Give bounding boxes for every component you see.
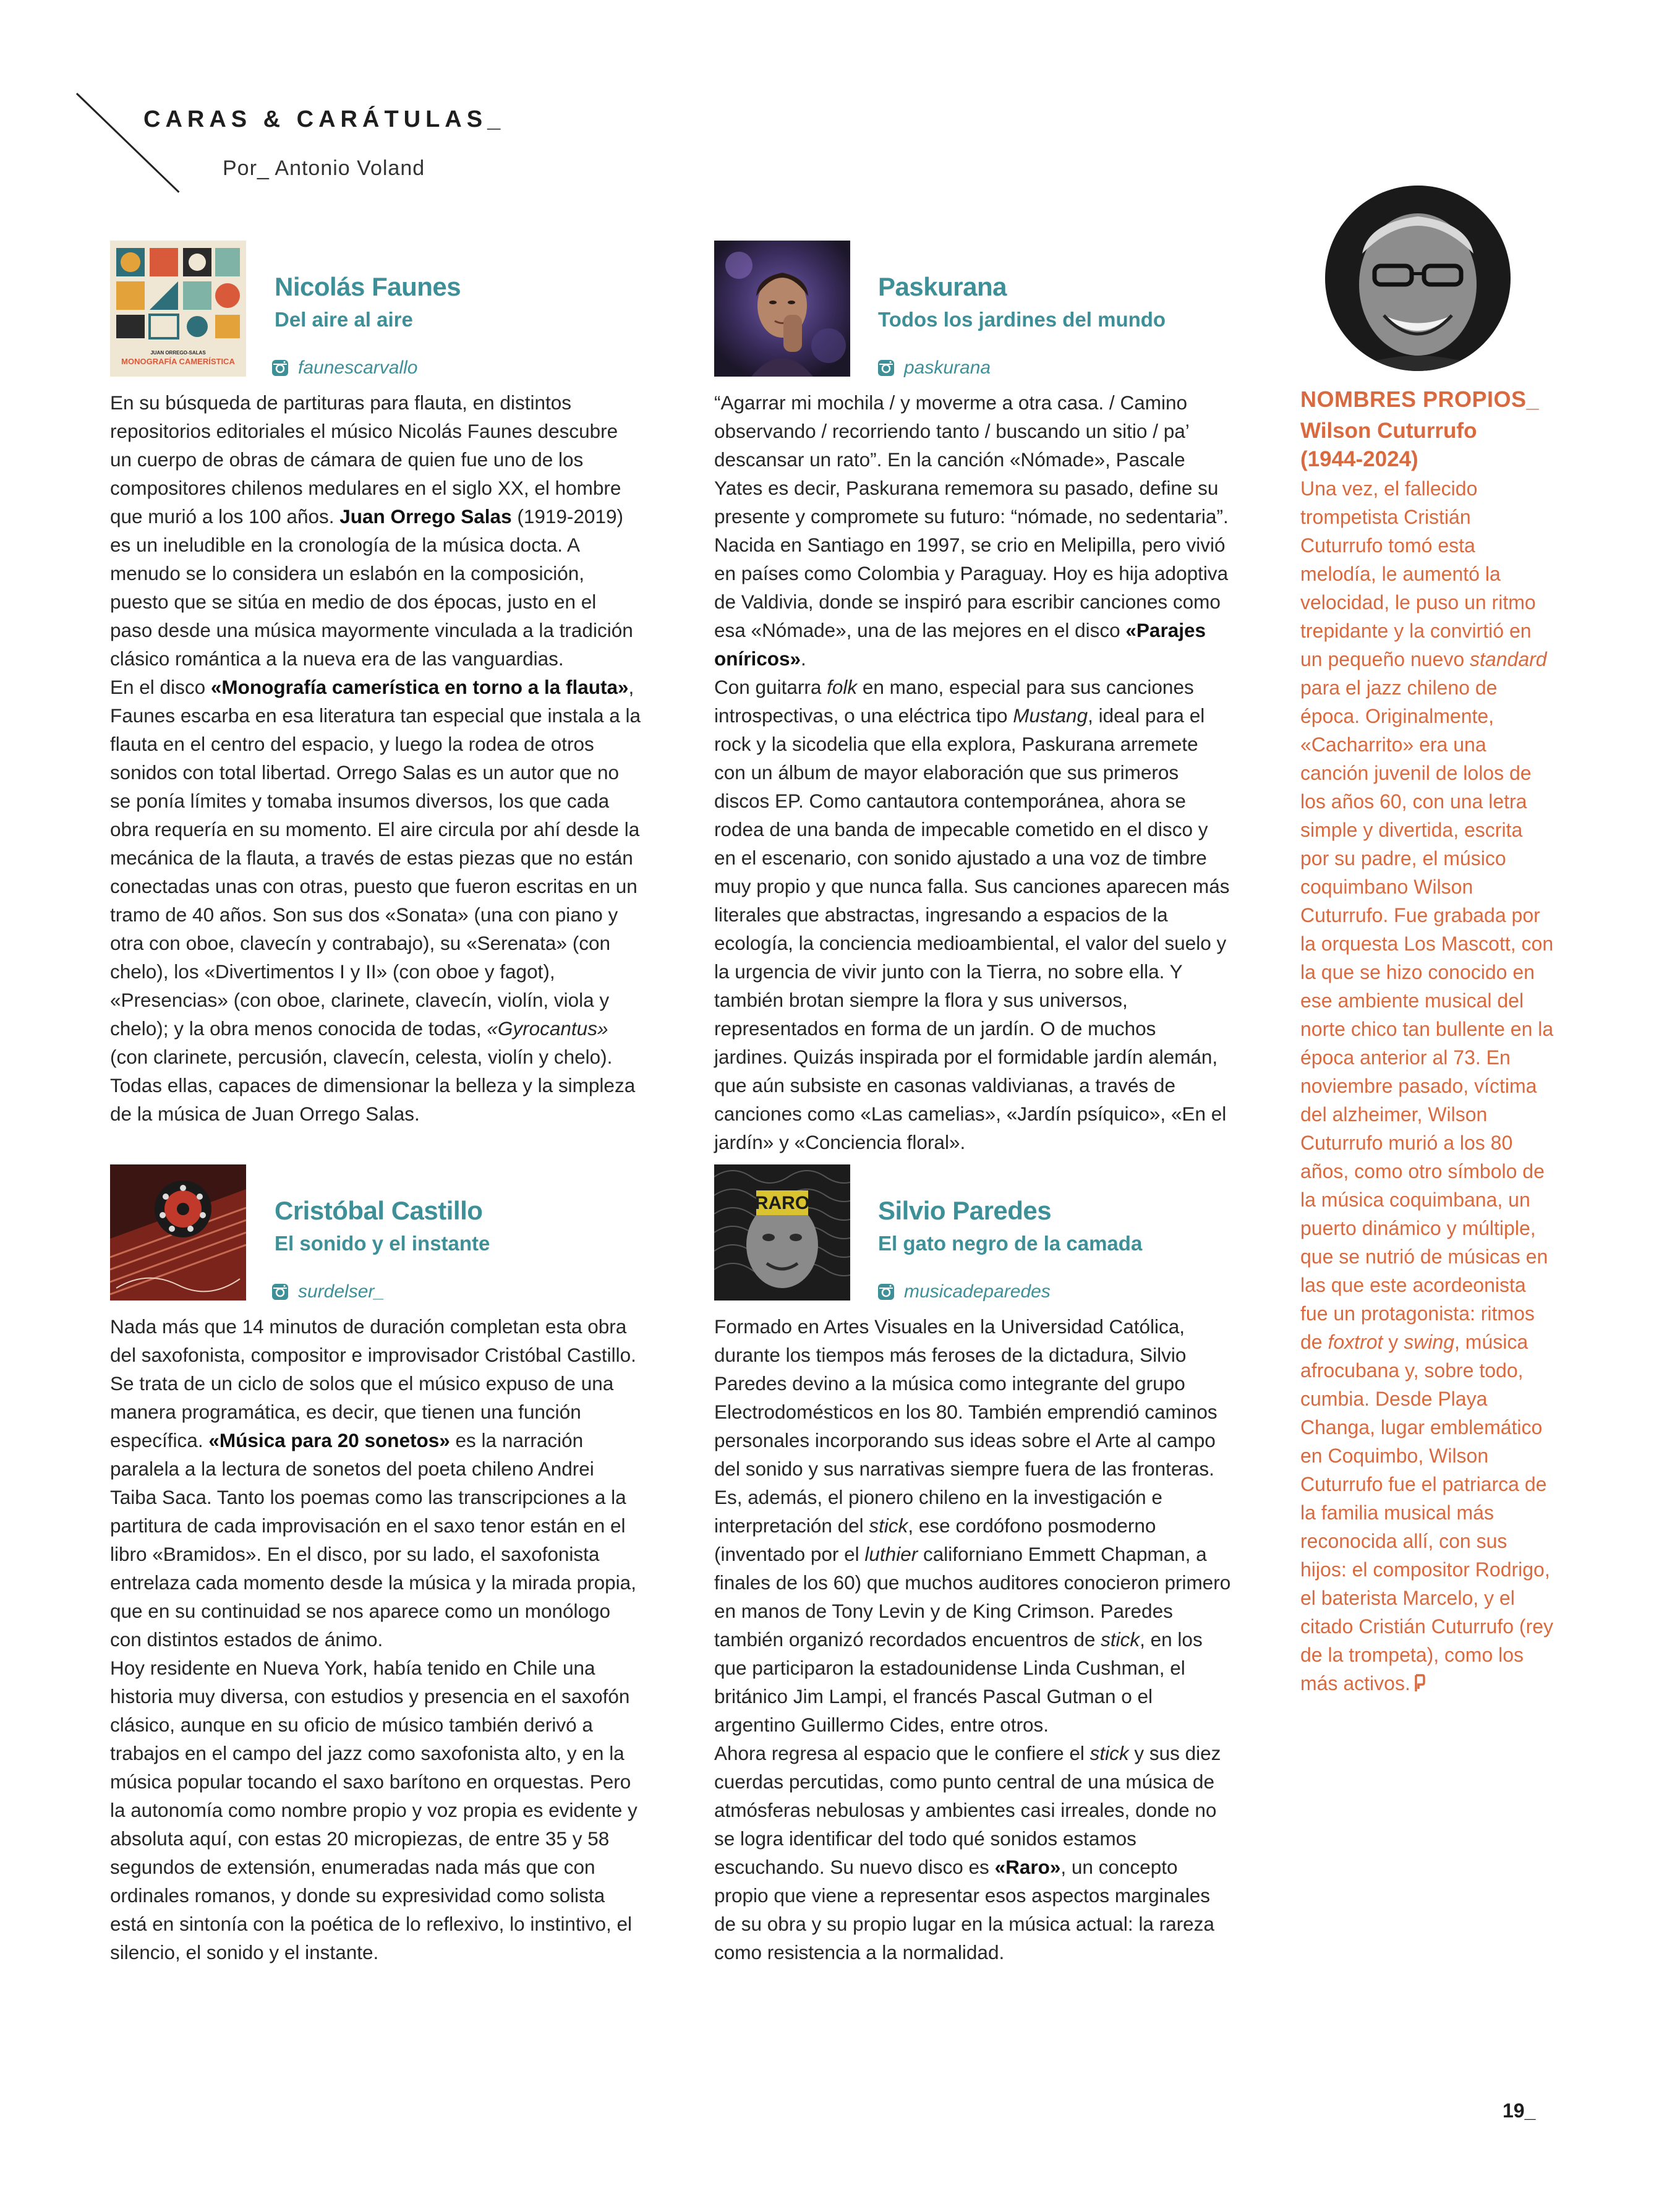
review-body-silvio-paredes: Formado en Artes Visuales en la Universidad Católica, durante los tiempos más feroses de la dictadura, Silvio Paredes devino a la música como integrante del grupo Electrodomésticos en los 80. También emprendió caminos personales incorporando sus ideas sobre el Arte al campo del sonido y sus narrativas siempre fuera de las fronteras. Es, además, el pionero chileno en la investigación e interpretación del stick, ese cordófono posmoderno (inventado por el luthier californiano Emmett Chapman, a finales de los 60) que muchos auditores conocieron primero en manos de Tony Levin y de King Crimson. Paredes también organizó recordados encuentros de stick, en los que participaron la estadounidense Linda Cushman, el británico Jim Lampi, el francés Pascal Gutman o el argentino Guillermo Cides, entre otros. Ahora regresa al espacio que le confiere el stick y sus diez cuerdas percutidas, como punto central de una música de atmósferas nebulosas y ambientes casi irreales, donde no se logra identificar del todo qué sonidos estamos escuchando. Su nuevo disco es «Raro», un concepto propio que viene a representar esos aspectos marginales de su obra y su propio lugar en la música actual: la rareza como resistencia a la normalidad. xyxy=(714,1315,1231,1963)
svg-text:JUAN ORREGO-SALAS: JUAN ORREGO-SALAS xyxy=(150,350,206,356)
artist-name-silvio-paredes: Silvio Paredes xyxy=(878,1196,1052,1225)
album-title-nicolas-faunes: Del aire al aire xyxy=(275,308,413,331)
album-cover-paskurana xyxy=(714,241,850,377)
album-cover-cristobal-castillo xyxy=(110,1164,246,1301)
handle-text: paskurana xyxy=(904,357,991,378)
instagram-handle-silvio-paredes[interactable] xyxy=(877,1281,1051,1302)
sidebar-subtitle xyxy=(1300,417,1477,474)
review-body-nicolas-faunes: En su búsqueda de partituras para flauta, en distintos repositorios editoriales el músico Nicolás Faunes descubre un cuerpo de obras de cámara de quien fue uno de los compositores chilenos medulares en el siglo XX, el hombre que murió a los 100 años. Juan Orrego Salas (1919-2019) es un ineludible en la cronología de la música docta. A menudo se lo considera un eslabón en la composición, puesto que se sitúa en medio de dos épocas, justo en el paso desde una música mayormente vinculada a la tradición clásico romántica a la nueva era de las vanguardias. En el disco «Monografía camerística en torno a la flauta», Faunes escarba en esa literatura tan especial que instala a la flauta en el centro del espacio, y luego la rodea de otros sonidos con total libertad. Orrego Salas es un autor que no se ponía límites y tomaba insumos diversos, los que cada obra requería en su momento. El aire circula por ahí desde la mecánica de la flauta, a través de estas piezas que no están conectadas unas con otras, puesto que fueron escritas en un tramo de 40 años. Son sus dos «Sonata» (una con piano y otra con oboe, clavecín y contrabajo), su «Serenata» (con chelo), los «Divertimentos I y II» (con oboe y fagot), «Presencias» (con oboe, clarinete, clavecín, violín, viola y chelo); y la obra menos conocida de todas, «Gyrocantus» (con clarinete, percusión, clavecín, celesta, violín y chelo). Todas ellas, capaces de dimensionar la belleza y la simpleza de la música de Juan Orrego Salas. xyxy=(110,391,641,1125)
section-title: CARAS & CARÁTULAS_ xyxy=(143,106,506,132)
end-mark-icon xyxy=(1414,1674,1425,1693)
byline: Por_ Antonio Voland xyxy=(223,156,425,180)
instagram-handle-nicolas-faunes[interactable] xyxy=(271,357,417,378)
album-title-silvio-paredes: El gato negro de la camada xyxy=(878,1232,1143,1255)
review-body-paskurana: “Agarrar mi mochila / y moverme a otra casa. / Camino observando / recorriendo tanto / buscando un sitio / pa’ descansar un rato”. En la canción «Nómade», Pascale Yates es decir, Paskurana rememora su pasado, define su presente y compromete su futuro: “nómade, no sedentaria”. Nacida en Santiago en 1997, se crio en Melipilla, pero vivió en países como Colombia y Paraguay. Hoy es hija adoptiva de Valdivia, donde se inspiró para escribir canciones como esa «Nómade», una de las mejores en el disco «Parajes oníricos». Con guitarra folk en mano, especial para sus canciones introspectivas, o una eléctrica tipo Mustang, ideal para el rock y la sicodelia que ella explora, Paskurana arremete con un álbum de mayor elaboración que sus primeros discos EP. Como cantautora contemporánea, ahora se rodea de una banda de impecable cometido en el disco y en el escenario, con sonido ajustado a una voz de timbre muy propio y que nunca falla. Sus canciones aparecen más literales que abstractas, ingresando a espacios de la ecología, la conciencia medioambiental, el valor del suelo y la urgencia de vivir junto con la Tierra, no sobre ella. Y también brotan siempre la flora y sus universos, representados en forma de un jardín. O de muchos jardines. Quizás inspirada por el formidable jardín alemán, que aún subsiste en casonas valdivianas, a través de canciones como «Las camelias», «Jardín psíquico», «En el jardín» y «Conciencia floral». xyxy=(714,391,1230,1153)
portrait-wilson-cuturrufo xyxy=(1325,186,1511,371)
sidebar-name: Wilson Cuturrufo xyxy=(1300,419,1477,443)
sidebar-title: NOMBRES PROPIOS_ xyxy=(1300,387,1540,412)
album-title-cristobal-castillo: El sonido y el instante xyxy=(275,1232,490,1255)
album-cover-silvio-paredes xyxy=(714,1164,850,1301)
instagram-handle-cristobal-castillo[interactable] xyxy=(271,1281,385,1302)
instagram-icon xyxy=(271,359,289,377)
artist-name-cristobal-castillo: Cristóbal Castillo xyxy=(275,1196,483,1225)
album-title-paskurana: Todos los jardines del mundo xyxy=(878,308,1166,331)
cover-title-text: MONOGRAFÍA CAMERÍSTICA xyxy=(121,357,235,366)
instagram-icon xyxy=(877,359,895,377)
review-body-cristobal-castillo: Nada más que 14 minutos de duración completan esta obra del saxofonista, compositor e improvisador Cristóbal Castillo. Se trata de un ciclo de solos que el músico expuso de una manera programática, es decir, que tienen una función específica. «Música para 20 sonetos» es la narración paralela a la lectura de sonetos del poeta chileno Andrei Taiba Saca. Tanto los poemas como las transcripciones a la partitura de cada improvisación en el saxo tenor están en el libro «Bramidos». En el disco, por su lado, el saxofonista entrelaza cada momento desde la música y la mirada propia, que en su continuidad se nos aparece como un monólogo con distintos estados de ánimo. Hoy residente en Nueva York, había tenido en Chile una historia muy diversa, con estudios y presencia en el saxofón clásico, aunque en su oficio de músico también derivó a trabajos en el campo del jazz como saxofonista alto, y en la música popular tocando el saxo barítono en orquestas. Pero la autonomía como nombre propio y voz propia es evidente y absoluta aquí, con estas 20 micropiezas, de entre 35 y 58 segundos de extensión, enumeradas nada más que con ordinales romanos, y donde su expresividad como solista está en sintonía con la poética de lo reflexivo, lo instintivo, el silencio, el sonido y el instante. xyxy=(110,1315,637,1963)
sidebar-years: (1944-2024) xyxy=(1300,447,1418,471)
album-cover-nicolas-faunes xyxy=(110,241,246,377)
artist-name-paskurana: Paskurana xyxy=(878,272,1007,301)
instagram-icon xyxy=(877,1283,895,1301)
cover-title-text: RARO xyxy=(754,1193,810,1213)
instagram-icon xyxy=(271,1283,289,1301)
handle-text: musicadeparedes xyxy=(904,1281,1051,1302)
artist-name-nicolas-faunes: Nicolás Faunes xyxy=(275,272,461,301)
page-number: 19_ xyxy=(1503,2099,1536,2122)
instagram-handle-paskurana[interactable] xyxy=(877,357,991,378)
handle-text: faunescarvallo xyxy=(298,357,418,378)
handle-text: surdelser_ xyxy=(298,1281,385,1302)
sidebar-body: Una vez, el fallecido trompetista Cristián Cuturrufo tomó esta melodía, le aumentó la velocidad, le puso un ritmo trepidante y la convirtió en un pequeño nuevo standard para el jazz chileno de época. Originalmente, «Cacharrito» era una canción juvenil de lolos de los años 60, con una letra simple y divertida, escrita por su padre, el músico coquimbano Wilson Cuturrufo. Fue grabada por la orquesta Los Mascott, con la que se hizo conocido en ese ambiente musical del norte chico tan bullente en la época anterior al 73. En noviembre pasado, víctima del alzheimer, Wilson Cuturrufo murió a los 80 años, como otro símbolo de la música coquimbana, un puerto dinámico y múltiple, que se nutrió de músicas en las que este acordeonista fue un protagonista: ritmos de foxtrot y swing, música afrocubana y, sobre todo, cumbia. Desde Playa Changa, lugar emblemático en Coquimbo, Wilson Cuturrufo fue el patriarca de la familia musical más reconocida allí, con sus hijos: el compositor Rodrigo, el baterista Marcelo, y el citado Cristián Cuturrufo (rey de la trompeta), como los más activos. xyxy=(1300,477,1554,1694)
